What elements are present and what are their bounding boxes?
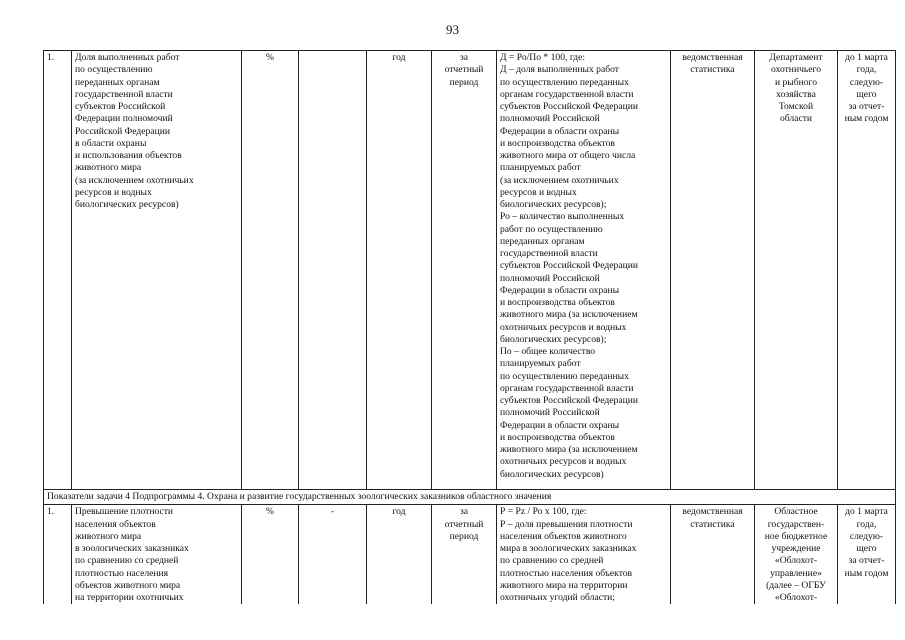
- period-cell: год: [367, 505, 432, 605]
- unit-cell: %: [242, 505, 299, 605]
- term-cell: за отчетный период: [432, 51, 497, 490]
- page-number: 93: [446, 22, 459, 37]
- responsible-cell: Департамент охотничьего и рыбного хозяйства Томской области: [755, 51, 838, 490]
- source-cell: ведомственная статистика: [671, 505, 755, 605]
- term-cell: за отчетный период: [432, 505, 497, 605]
- source-cell: ведомственная статистика: [671, 51, 755, 490]
- unit-cell: %: [242, 51, 299, 490]
- indicator-name: Доля выполненных работ по осуществлению переданных органам государственной власти субъектов Российской Федерации полномочий Российской Федерации в области охраны и использования объектов животного мира (за исключением охотничьих ресурсов и водных биологических ресурсов): [72, 51, 242, 490]
- value-cell: [299, 51, 367, 490]
- responsible-cell: Областное государствен- ное бюджетное учреждение «Облохот- управление» (далее – ОГБУ «Облохот-: [755, 505, 838, 605]
- formula-cell: Д = Ро/По * 100, где: Д – доля выполненных работ по осуществлению переданных органам государственной власти субъектов Российской Федерации полномочий Российской Федерации в области охраны и воспроизводства объектов животного мира от общего числа планируемых работ (за исключением охотничьих ресурсов и водных биологических ресурсов); Ро – количество выполненных работ по осуществлению переданных органам государственной власти субъектов Российской Федерации полномочий Российской Федерации в области охраны и воспроизводства объектов животного мира (за исключением охотничьих ресурсов и водных биологических ресурсов); По – общее количество планируемых работ по осуществлению переданных органам государственной власти субъектов Российской Федерации полномочий Российской Федерации в области охраны и воспроизводства объектов животного мира (за исключением охотничьих ресурсов и водных биологических ресурсов): [497, 51, 671, 490]
- formula-cell: Р = Pz / Ро х 100, где: Р – доля превышения плотности населения объектов животного мира в зоологических заказниках по сравнению со средней плотностью населения объектов животного мира на территории охотничьих угодий области;: [497, 505, 671, 605]
- period-cell: год: [367, 51, 432, 490]
- value-cell: -: [299, 505, 367, 605]
- deadline-cell: до 1 марта года, следую- щего за отчет- ным годом: [838, 505, 896, 605]
- indicators-table: [43, 50, 896, 604]
- row-number: 1.: [44, 505, 72, 605]
- table-row: [44, 505, 896, 605]
- table-row: [44, 51, 896, 490]
- section-header: Показатели задачи 4 Подпрограммы 4. Охрана и развитие государственных зоологических заказников областного значения: [44, 490, 896, 505]
- indicator-name: Превышение плотности населения объектов животного мира в зоологических заказниках по сравнению со средней плотностью населения объектов животного мира на территории охотничьих: [72, 505, 242, 605]
- deadline-cell: до 1 марта года, следую- щего за отчет- ным годом: [838, 51, 896, 490]
- row-number: 1.: [44, 51, 72, 490]
- section-header-row: [44, 490, 896, 505]
